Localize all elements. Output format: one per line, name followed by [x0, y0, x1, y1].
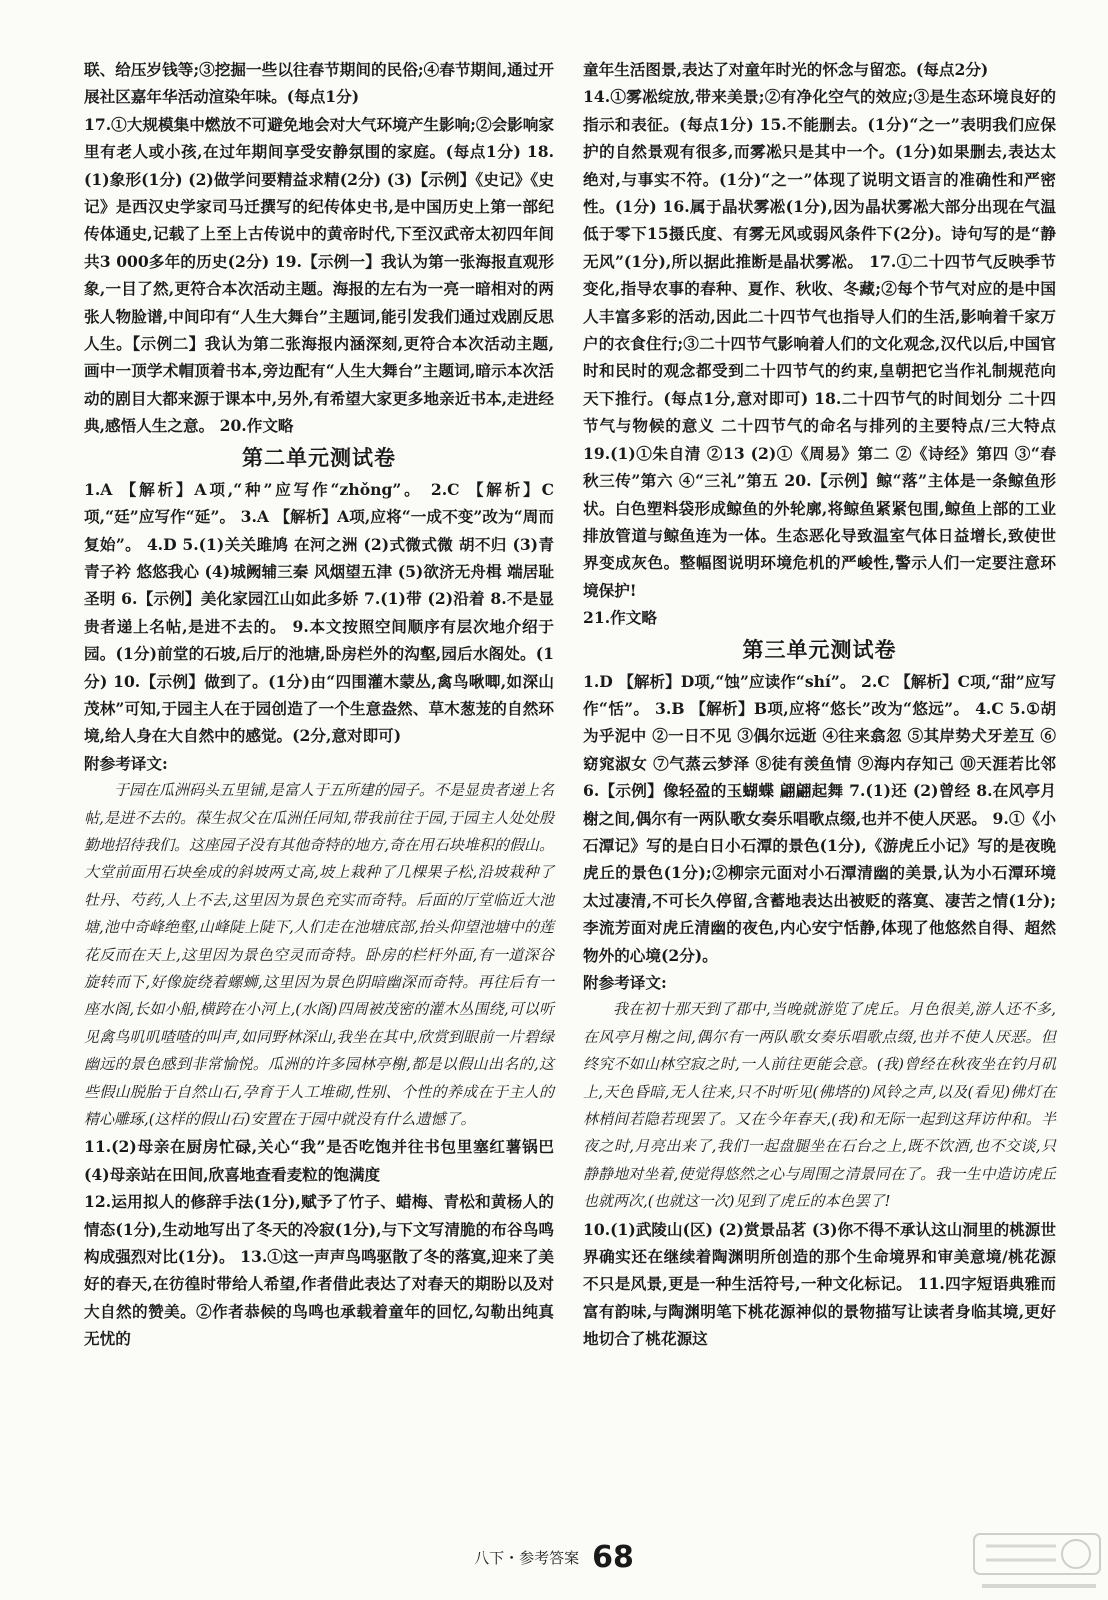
- section-heading: 第二单元测试卷: [242, 445, 396, 470]
- paragraph: 17.①大规模集中燃放不可避免地会对大气环境产生影响;②会影响家里有老人或小孩,在过年期间享受安静氛围的家庭。(每点1分) 18.(1)象形(1分) (2)做学问要精益求精(2分) (3)【示例】《史记》《史记》是西汉史学家司马迁撰写的纪传体史书,是中国历史上第一部纪传体通史,记载了上至上古传说中的黄帝时代,下至汉武帝太初四年间共3 000多年的历史(2分) 19.【示例一】我认为第一张海报直观形象,一目了然,更符合本次活动主题。海报的左右为一亮一暗相对的两张人物脸谱,中间印有“人生大舞台”主题词,能引发我们通过戏剧反思人生。【示例二】我认为第二张海报内涵深刻,更符合本次活动主题,画中一顶学术帽顶着书本,旁边配有“人生大舞台”主题词,暗示本次活动的剧目大都来源于课本中,另外,有希望大家更多地亲近书本,走进经典,感悟人生之意。 20.作文略: [84, 114, 554, 436]
- paragraph: 21.作文略: [583, 608, 657, 628]
- paragraph: 童年生活图景,表达了对童年时光的怀念与留恋。(每点2分): [583, 60, 989, 79]
- page-number: 68: [592, 1540, 634, 1575]
- section-heading: 第三单元测试卷: [742, 637, 897, 662]
- paragraph: 1.A 【解析】A项,“种”应写作“zhǒng”。 2.C 【解析】C项,“廷”应写作“延”。 3.A 【解析】A项,应将“一成不变”改为“周而复始”。 4.D 5.(1)关关雎鸠 在河之洲 (2)式微式微 胡不归 (3)青青子衿 悠悠我心 (4)城阙辅三秦 风烟望五津 (5)欲济无舟楫 端居耻圣明 6.【示例】美化家园江山如此多娇 7.(1)带 (2)沿着 8.不是显贵者递上名帖,是进不去的。 9.本文按照空间顺序有层次地介绍于园。(1分)前堂的石坡,后厅的池塘,卧房栏外的沟壑,园后水阁处。(1分) 10.【示例】做到了。(1分)由“四围灌木蒙丛,禽鸟啾唧,如深山茂林”可知,于园主人在于园创造了一个生意盎然、草木葱茏的自然环境,给人身在大自然中的感觉。(2分,意对即可): [84, 479, 554, 746]
- paragraph: 1.D 【解析】D项,“蚀”应读作“shí”。 2.C 【解析】C项,“甜”应写作“恬”。 3.B 【解析】B项,应将“悠长”改为“悠远”。 4.C 5.①胡为乎泥中 ②一日不见 ③偶尔远逝 ④往来翕忽 ⑤其岸势犬牙差互 ⑥窈窕淑女 ⑦气蒸云梦泽 ⑧徒有羡鱼情 ⑨海内存知己 ⑩天涯若比邻 6.【示例】像轻盈的玉蝴蝶 翩翩起舞 7.(1)还 (2)曾经 8.在风亭月榭之间,偶尔有一两队歌女奏乐唱歌点缀,也并不使人厌恶。 9.①《小石潭记》写的是白日小石潭的景色(1分),《游虎丘小记》写的是夜晚虎丘的景色(1分);②柳宗元面对小石潭清幽的美景,认为小石潭环境太过凄清,不可长久停留,含蓄地表达出被贬的落寞、凄苦之情(1分);李流芳面对虎丘清幽的夜色,内心安宁恬静,体现了他悠然自得、超然物外的心境(2分)。: [583, 671, 1056, 965]
- page-footer: [0, 1540, 1108, 1575]
- subheading: 附参考译文:: [583, 973, 667, 992]
- translation-text: 于园在瓜洲码头五里铺,是富人于五所建的园子。不是显贵者递上名帖,是进不去的。葆生叔父在瓜洲任同知,带我前往于园,于园主人处处殷勤地招待我们。这座园子没有其他奇特的地方,奇在用石块堆积的假山。大堂前面用石块垒成的斜坡两丈高,坡上栽种了几棵果子松,沿坡栽种了牡丹、芍药,人上不去,这里因为景色充实而奇特。后面的厅堂临近大池塘,池中奇峰绝壑,山峰陡上陡下,人们走在池塘底部,抬头仰望池塘中的莲花反而在天上,这里因为景色空灵而奇特。卧房的栏杆外面,有一道深谷旋转而下,好像旋绕着螺蛳,这里因为景色阴暗幽深而奇特。再往后有一座水阁,长如小船,横跨在小河上,(水阁)四周被茂密的灌木丛围绕,可以听见禽鸟叽叽喳喳的叫声,如同野林深山,我坐在其中,欣赏到眼前一片碧绿幽远的景色感到非常愉悦。瓜洲的许多园林亭榭,都是以假山出名的,这些假山脱胎于自然山石,孕育于人工堆砌,性别、个性的养成在于主人的精心雕琢,(这样的假山石)安置在于园中就没有什么遗憾了。: [84, 781, 554, 1129]
- translation-text: 我在初十那天到了郡中,当晚就游览了虎丘。月色很美,游人还不多,在风亭月榭之间,偶尔有一两队歌女奏乐唱歌点缀,也并不使人厌恶。但终究不如山林空寂之时,一人前往更能会意。(我)曾经在秋夜坐在钓月矶上,天色昏暗,无人往来,只不时听见(佛塔的)风铃之声,以及(看见)佛灯在林梢间若隐若现罢了。又在今年春天,(我)和无际一起到这拜访仲和。半夜之时,月亮出来了,我们一起盘腿坐在石台之上,既不饮酒,也不交谈,只静静地对坐着,使觉得悠然之心与周围之清景同在了。我一生中造访虎丘也就两次,(也就这一次)见到了虎丘的本色罢了!: [583, 1000, 1056, 1211]
- paragraph: 10.(1)武陵山(区) (2)赏景品茗 (3)你不得不承认这山洞里的桃源世界确实还在继续着陶渊明所创造的那个生命境界和审美意境/桃花源不只是风景,更是一种生活符号,一种文化标记。 11.四字短语典雅而富有韵味,与陶渊明笔下桃花源神似的景物描写让读者身临其境,更好地切合了桃花源这: [583, 1219, 1056, 1349]
- subheading: 附参考译文:: [84, 753, 168, 773]
- paragraph: 12.运用拟人的修辞手法(1分),赋予了竹子、蜡梅、青松和黄杨人的情态(1分),生动地写出了冬天的冷寂(1分),与下文写清脆的布谷鸟鸣构成强烈对比(1分)。 13.①这一声声鸟鸣驱散了冬的落寞,迎来了美好的春天,在彷徨时带给人希望,作者借此表达了对春天的期盼以及对大自然的赞美。②作者恭候的鸟鸣也承载着童年的回忆,勾勒出纯真无忧的: [84, 1192, 554, 1349]
- paragraph: 联、给压岁钱等;③挖掘一些以往春节期间的民俗;④春节期间,通过开展社区嘉年华活动渲染年味。(每点1分): [84, 60, 554, 107]
- watermark-logo: [972, 1532, 1102, 1596]
- footer-label: 八下・参考答案: [474, 1549, 580, 1567]
- right-column: [583, 56, 1056, 1353]
- left-column: [84, 56, 554, 1353]
- paragraph: 14.①雾凇绽放,带来美景;②有净化空气的效应;③是生态环境良好的指示和表征。(每点1分) 15.不能删去。(1分)“之一”表明我们应保护的自然景观有很多,而雾凇只是其中一个。(1分)如果删去,表达太绝对,与事实不符。(1分)“之一”体现了说明文语言的准确性和严密性。(1分) 16.属于晶状雾凇(1分),因为晶状雾凇大部分出现在气温低于零下15摄氏度、有雾无风或弱风条件下(2分)。诗句写的是“静无风”(1分),所以据此推断是晶状雾凇。 17.①二十四节气反映季节变化,指导农事的春种、夏作、秋收、冬藏;②每个节气对应的是中国人丰富多彩的活动,因此二十四节气也指导人们的生活,影响着千家万户的衣食住行;③二十四节气影响着人们的文化观念,汉代以后,中国官时和民时的观念都受到二十四节气的约束,皇朝把它当作礼制规范向天下推行。(每点1分,意对即可) 18.二十四节气的时间划分 二十四节气与物候的意义 二十四节气的命名与排列的主要特点/三大特点 19.(1)①朱自清 ②13 (2)①《周易》第二 ②《诗经》第四 ③“春秋三传”第六 ④“三礼”第五 20.【示例】鲸“落”主体是一条鲸鱼形状。白色塑料袋形成鲸鱼的外轮廓,将鲸鱼紧紧包围,鲸鱼上部的工业排放管道与鲸鱼连为一体。生态恶化导致温室气体日益增长,致使世界变成灰色。整幅图说明环境危机的严峻性,警示人们一定要注意环境保护!: [583, 87, 1056, 600]
- paragraph: 11.(2)母亲在厨房忙碌,关心“我”是否吃饱并往书包里塞红薯锅巴 (4)母亲站在田间,欣喜地查看麦粒的饱满度: [84, 1137, 554, 1184]
